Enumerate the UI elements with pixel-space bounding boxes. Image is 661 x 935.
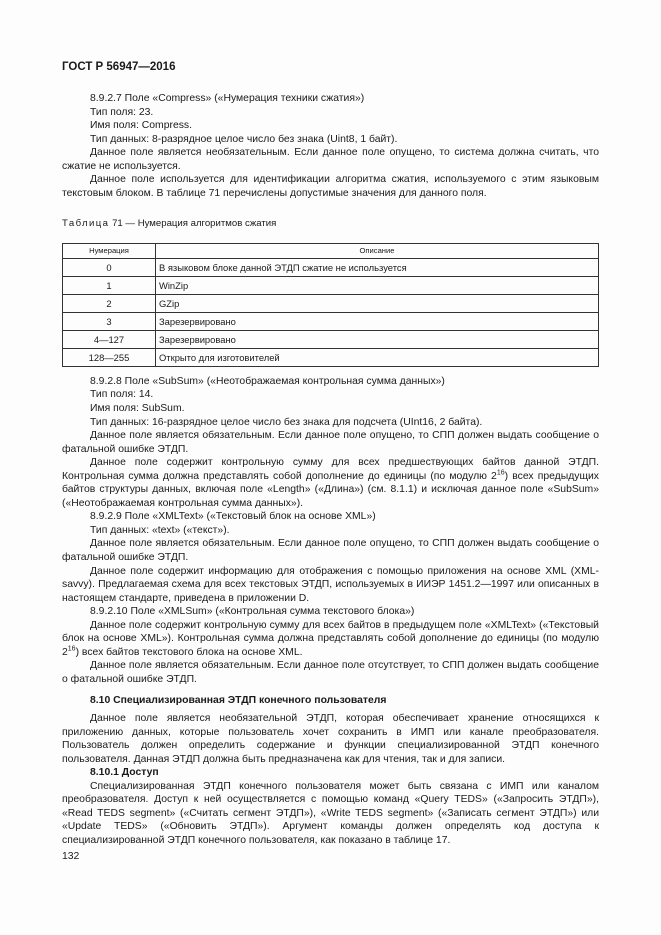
table-row [63, 276, 599, 294]
table-caption-label: Таблица [62, 218, 110, 230]
paragraph-8-10-1: Специализированная ЭТДП конечного пользователя может быть связана с ИМП или каналом преобразователя. Доступ к ней осуществляется с помощью команд «Query TEDS» («Запросить ЭТДП»), «Read TEDS segment» («Считать сегмент ЭТДП»), «Write TEDS segment» («Записать сегмент ЭТДП») или «Update TEDS» («Обновить ЭТДП»). Аргумент команды должен определять код доступа к специализированной ЭТДП конечного пользователя, как показано в таблице 17. [62, 780, 599, 846]
compression-table [62, 243, 599, 367]
field-type: Тип поля: 14. [90, 389, 154, 401]
clause-title-8-9-2-9: 8.9.2.9 Поле «XMLText» («Текстовый блок на основе XML») [90, 511, 376, 523]
section-heading-8-10-1: 8.10.1 Доступ [90, 767, 159, 779]
table-cell-description: В языковом блоке данной ЭТДП сжатие не используется [156, 258, 599, 276]
table-cell-description: Открыто для изготовителей [156, 348, 599, 366]
checksum-exponent: 16 [496, 469, 505, 477]
paragraph-mandatory: Данное поле является обязательным. Если данное поле опущено, то СПП должен выдать сообщение о фатальной ошибке ЭТДП. [62, 538, 599, 564]
checksum-text-end: ) всех предыдущих байтов структуры данных, включая поле «Length» («Длина») (см. 8.1.1) и исключая данное поле «SubSum» («Неотображаемая контрольная сумма данных»). [62, 470, 599, 509]
clause-title-8-9-2-7: 8.9.2.7 Поле «Compress» («Нумерация техники сжатия») [90, 93, 365, 104]
field-type: Тип поля: 23. [90, 106, 154, 118]
clause-title-8-9-2-8: 8.9.2.8 Поле «SubSum» («Неотображаемая контрольная сумма данных») [90, 375, 445, 387]
table-row [63, 348, 599, 366]
paragraph-checksum [62, 456, 599, 510]
paragraph-compression: Данное поле используется для идентификации алгоритма сжатия, используемого с этим языковым текстовым блоком. В таблице 71 перечислены допустимые значения для данного поля. [62, 174, 599, 199]
table-header-row [63, 243, 599, 258]
table-row [63, 312, 599, 330]
table-cell-number: 4—127 [63, 330, 156, 348]
header-numbering: Нумерация [63, 243, 156, 258]
table-cell-number: 0 [63, 258, 156, 276]
paragraph-mandatory: Данное поле является обязательным. Если данное поле отсутствует, то СПП должен выдать сообщение о фатальной ошибке ЭТДП. [62, 660, 599, 685]
clause-title-8-9-2-10: 8.9.2.10 Поле «XMLSum» («Контрольная сумма текстового блока») [90, 606, 415, 618]
checksum-text: Данное поле содержит контрольную сумму для всех предшествующих байтов данной ЭТДП. Контрольная сумма должна представлять собой дополнение до единицы (по модулю 2 [62, 457, 599, 482]
table-cell-description: GZip [156, 294, 599, 312]
data-type: Тип данных: «text» («текст»). [90, 524, 230, 536]
header-description: Описание [156, 243, 599, 258]
table-cell-number: 3 [63, 312, 156, 330]
paragraph-xmlsum [62, 619, 599, 660]
field-name: Имя поля: SubSum. [90, 403, 185, 415]
table-caption-text: 71 — Нумерация алгоритмов сжатия [112, 218, 277, 230]
page-content [62, 92, 599, 848]
xmlsum-text-end: ) всех байтов текстового блока на основе XML. [75, 646, 303, 658]
table-row [63, 258, 599, 276]
table-cell-number: 1 [63, 276, 156, 294]
data-type: Тип данных: 8-разрядное целое число без знака (Uint8, 1 байт). [90, 133, 398, 145]
table-cell-description: Зарезервировано [156, 312, 599, 330]
page-number: 132 [62, 851, 80, 862]
table-row [63, 330, 599, 348]
table-caption [62, 217, 599, 231]
table-cell-description: Зарезервировано [156, 330, 599, 348]
table-cell-number: 128—255 [63, 348, 156, 366]
table-cell-number: 2 [63, 294, 156, 312]
table-row [63, 294, 599, 312]
paragraph-mandatory: Данное поле является обязательным. Если данное поле опущено, то СПП должен выдать сообщение о фатальной ошибке ЭТДП. [62, 430, 599, 455]
paragraph-optional: Данное поле является необязательным. Если данное поле опущено, то система должна считать, что сжатие не используется. [62, 147, 599, 172]
xmlsum-text: Данное поле содержит контрольную сумму для всех байтов в предыдущем поле «XMLText» («Текстовый блок на основе XML»). Контрольная сумма должна представлять собой дополнение до единицы (по модулю 2 [62, 619, 599, 658]
paragraph-8-10: Данное поле является необязательной ЭТДП, которая обеспечивает хранение относящихся к приложению данных, которые пользователь хочет сохранить в ИМП или канале преобразователя. Пользователь должен определить содержание и функции специализированной ЭТДП конечного пользователя. Данная ЭТДП должна быть предназначена как для чтения, так и для записи. [62, 713, 599, 765]
xmlsum-exponent: 16 [67, 645, 76, 653]
data-type: Тип данных: 16-разрядное целое число без знака для подсчета (UInt16, 2 байта). [90, 416, 483, 428]
document-header: ГОСТ Р 56947—2016 [62, 61, 176, 73]
section-heading-8-10: 8.10 Специализированная ЭТДП конечного пользователя [90, 694, 387, 706]
paragraph-xml: Данное поле содержит информацию для отображения с помощью приложения на основе XML (XML-savvy). Предлагаемая схема для всех текстовых ЭТДП, используемых в ИИЭР 1451.2—1997 или описанных в настоящем стандарте, приведена в приложении D. [62, 565, 599, 604]
field-name: Имя поля: Compress. [90, 120, 192, 132]
table-cell-description: WinZip [156, 276, 599, 294]
